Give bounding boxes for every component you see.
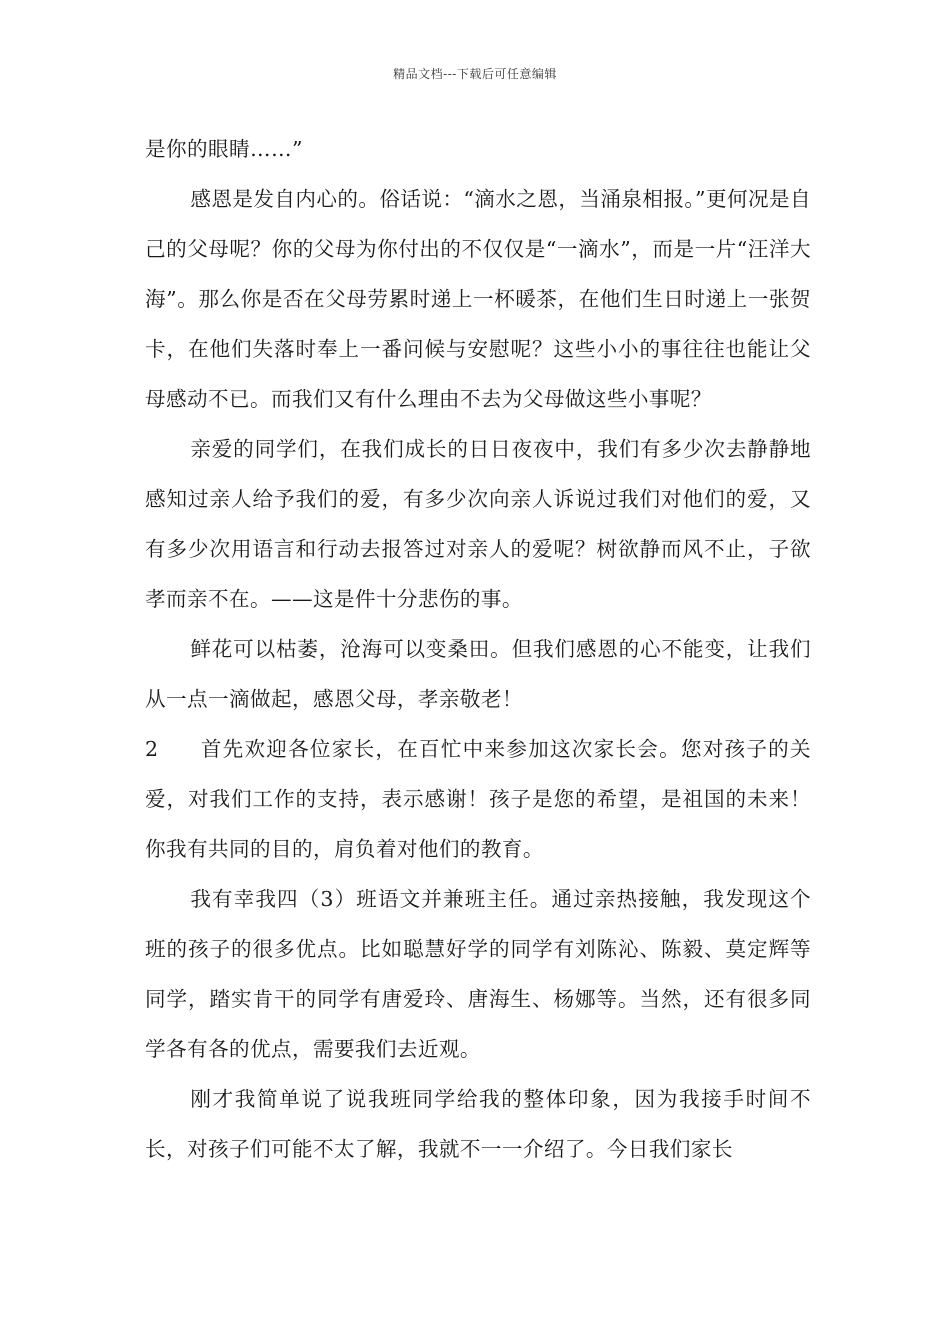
section-2-first-paragraph xyxy=(145,724,811,874)
section-2-first-text: 首先欢迎各位家长，在百忙中来参加这次家长会。您对孩子的关爱，对我们工作的支持，表示感谢！孩子是您的希望，是祖国的未来！你我有共同的目的，肩负着对他们的教育。 xyxy=(145,737,811,861)
paragraph: 鲜花可以枯萎，沧海可以变桑田。但我们感恩的心不能变，让我们从一点一滴做起，感恩父母，孝亲敬老！ xyxy=(145,637,811,711)
section-number: 2 xyxy=(145,737,159,761)
paragraph: 是你的眼睛……” xyxy=(145,137,303,161)
paragraph: 亲爱的同学们，在我们成长的日日夜夜中，我们有多少次去静静地感知过亲人给予我们的爱，有多少次向亲人诉说过我们对他们的爱，又有多少次用语言和行动去报答过对亲人的爱呢？树欲静而风不止，子欲孝而亲不在。——这是件十分悲伤的事。 xyxy=(145,437,811,611)
paragraph: 感恩是发自内心的。俗话说：“滴水之恩，当涌泉相报。”更何况是自己的父母呢？你的父母为你付出的不仅仅是“一滴水”，而是一片“汪洋大海”。那么你是否在父母劳累时递上一杯暖茶，在他们生日时递上一张贺卡，在他们失落时奉上一番问候与安慰呢？这些小小的事往往也能让父母感动不已。而我们又有什么理由不去为父母做这些小事呢？ xyxy=(145,187,811,411)
paragraph: 我有幸我四（3）班语文并兼班主任。通过亲热接触，我发现这个班的孩子的很多优点。比如聪慧好学的同学有刘陈沁、陈毅、莫定辉等同学，踏实肯干的同学有唐爱玲、唐海生、杨娜等。当然，还有很多同学各有各的优点，需要我们去近观。 xyxy=(145,887,811,1061)
paragraph: 刚才我简单说了说我班同学给我的整体印象，因为我接手时间不长，对孩子们可能不太了解，我就不一一介绍了。今日我们家长 xyxy=(145,1087,811,1161)
document-body xyxy=(145,124,811,1174)
page-header: 精品文档---下载后可任意编辑 xyxy=(393,67,557,81)
